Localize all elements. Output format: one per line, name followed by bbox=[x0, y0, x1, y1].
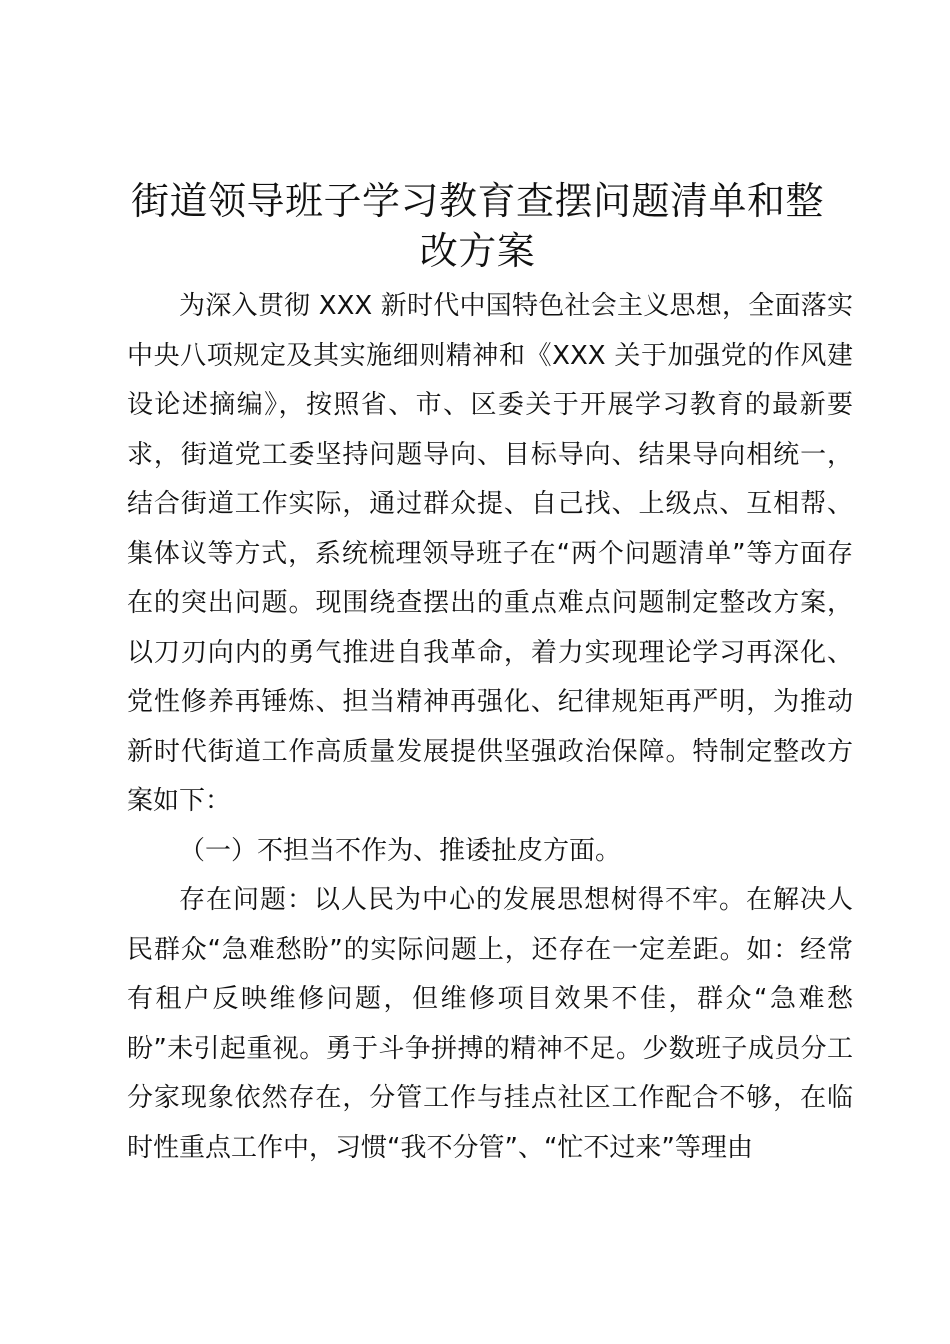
intro-paragraph: 为深入贯彻 XXX 新时代中国特色社会主义思想，全面落实中央八项规定及其实施细则精神和《XXX 关于加强党的作风建设论述摘编》，按照省、市、区委关于开展学习教育的最新要求，街道党工委坚持问题导向、目标导向、结果导向相统一，结合街道工作实际，通过群众提、自己找、上级点、互相帮、集体议等方式，系统梳理领导班子在“两个问题清单”等方面存在的突出问题。现围绕查摆出的重点难点问题制定整改方案，以刀刃向内的勇气推进自我革命，着力实现理论学习再深化、党性修养再锤炼、担当精神再强化、纪律规矩再严明，为推动新时代街道工作高质量发展提供坚强政治保障。特制定整改方案如下： bbox=[127, 291, 853, 816]
section-heading: （一）不担当不作为、推诿扯皮方面。 bbox=[179, 835, 622, 866]
problem-paragraph: 存在问题：以人民为中心的发展思想树得不牢。在解决人民群众“急难愁盼”的实际问题上，还存在一定差距。如：经常有租户反映维修问题，但维修项目效果不佳，群众“急难愁盼”未引起重视。勇于斗争拼搏的精神不足。少数班子成员分工分家现象依然存在，分管工作与挂点社区工作配合不够，在临时性重点工作中，习惯“我不分管”、“忙不过来”等理由 bbox=[127, 885, 853, 1163]
document-title: 街道领导班子学习教育查摆问题清单和整改方案 bbox=[130, 179, 824, 273]
document-body bbox=[127, 282, 853, 1173]
